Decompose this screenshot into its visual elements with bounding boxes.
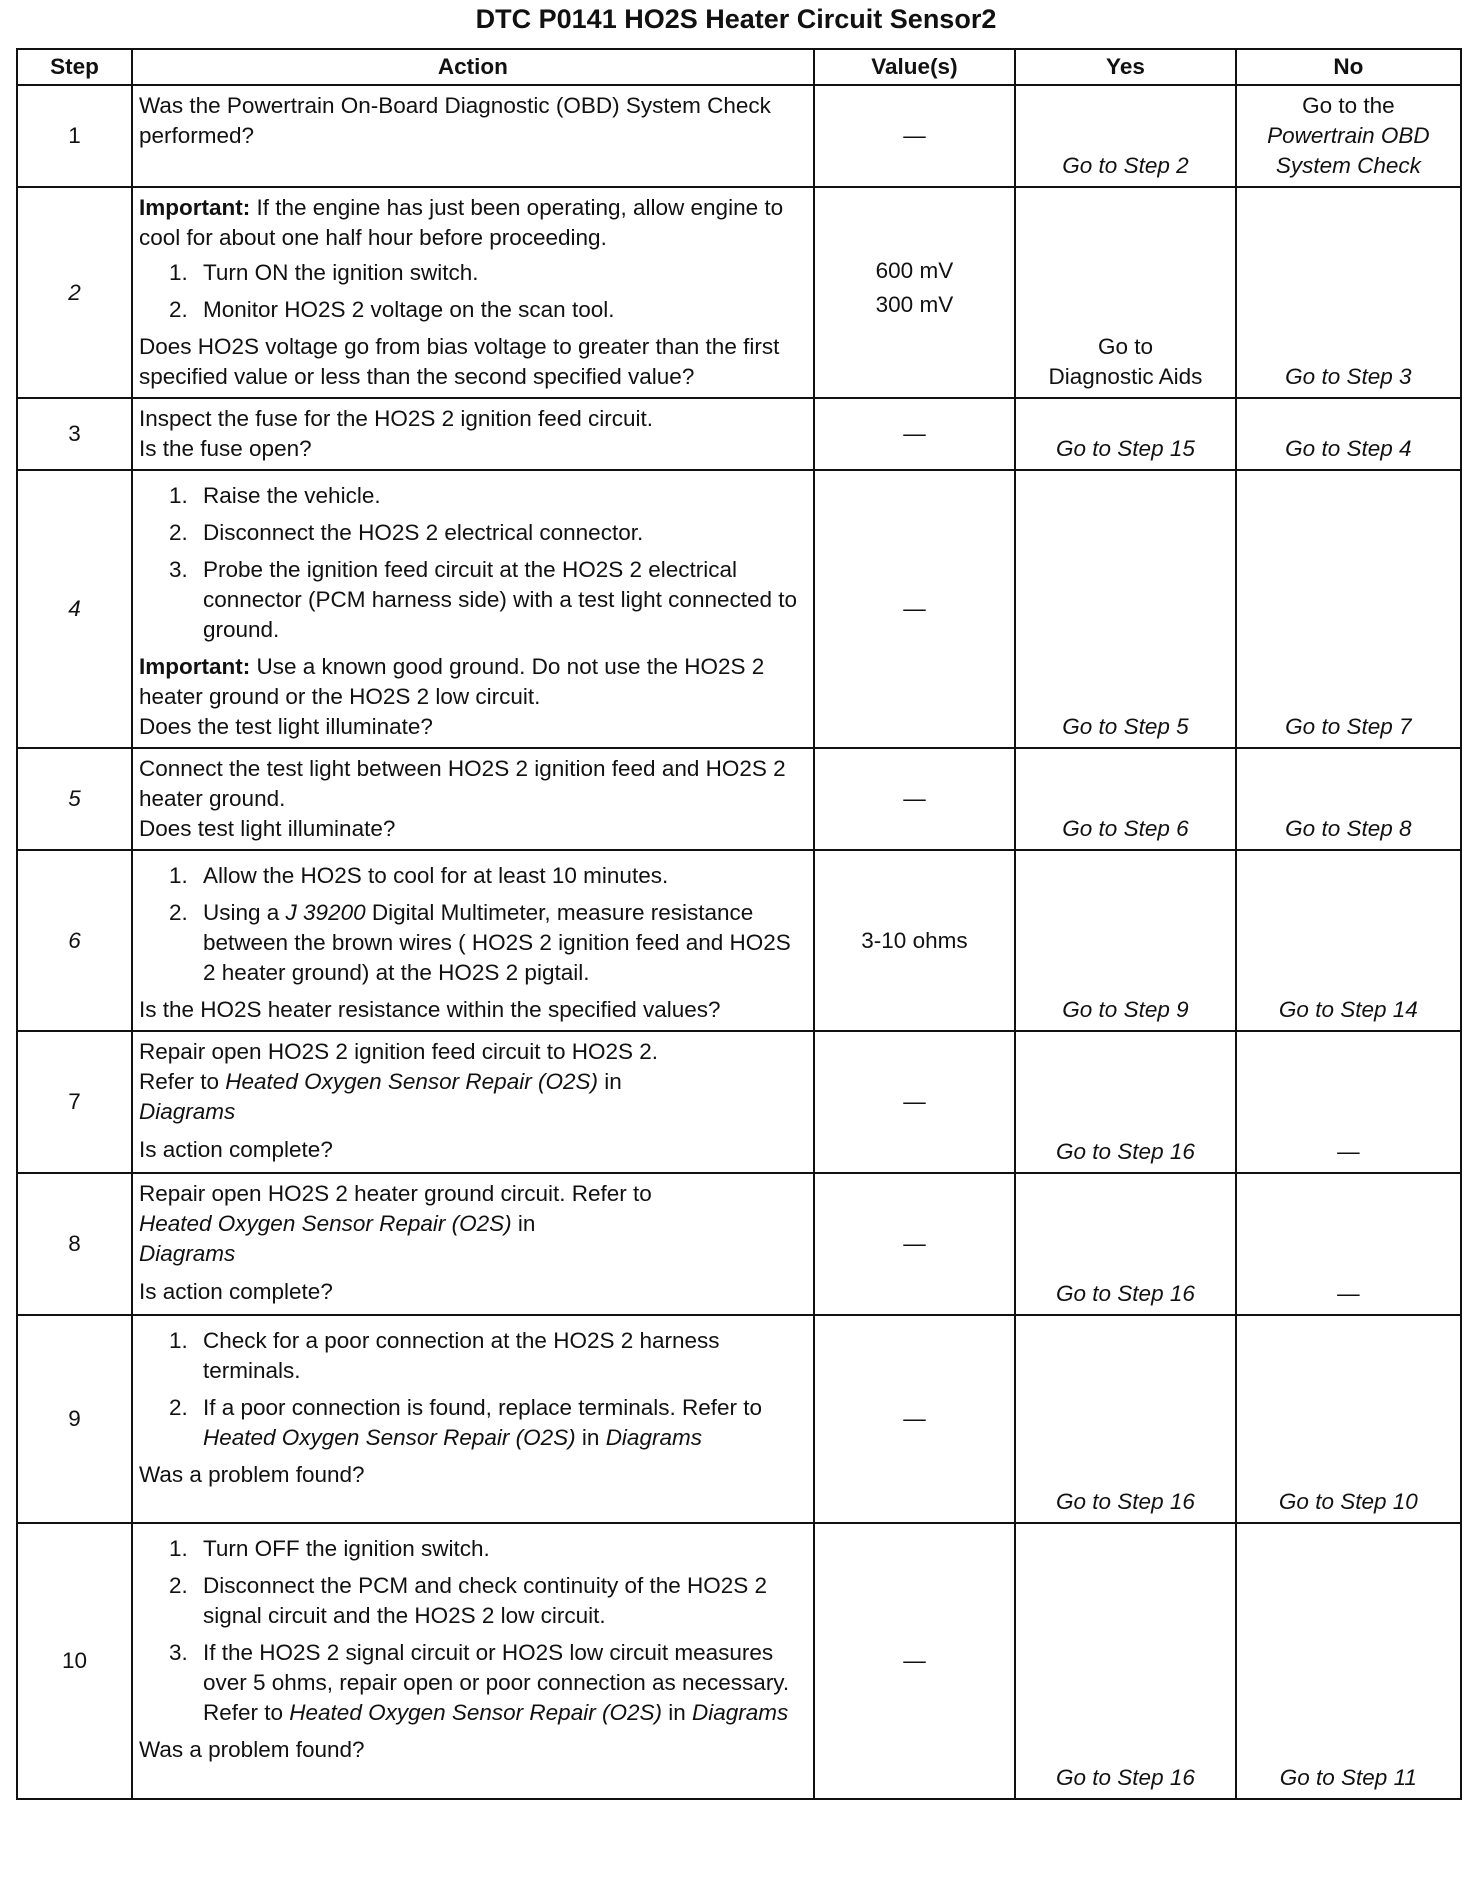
step-list [139,1326,807,1453]
item-text: Disconnect the HO2S 2 electrical connector. [202,520,644,545]
action-text-part: Refer to [138,1069,226,1094]
step-number: 6 [17,850,132,1031]
list-item [139,555,807,645]
table-row [17,850,1461,1031]
value-line: 600 mV [875,258,954,283]
step-list [139,861,807,988]
item-number: 2. [168,1573,188,1598]
header-yes: Yes [1015,49,1236,85]
step-number: 9 [17,1315,132,1523]
item-number: 3. [168,1640,188,1665]
yes-cell: Go to Step 6 [1015,748,1236,850]
value-cell: — [814,470,1016,748]
action-question: Is the HO2S heater resistance within the specified values? [138,997,721,1022]
action-question: Was a problem found? [138,1737,365,1762]
table-row [17,748,1461,850]
step-number: 10 [17,1523,132,1799]
step-number: 7 [17,1031,132,1173]
item-number: 2. [168,900,188,925]
action-cell [132,1173,814,1315]
action-text [139,1209,807,1239]
step-number: 1 [17,85,132,187]
important-label: Important: [138,654,251,679]
tool-reference: J 39200 [285,900,366,925]
table-row [17,1315,1461,1523]
list-item [139,518,807,548]
yes-line: Go to [1097,334,1153,359]
no-cell: Go to Step 10 [1236,1315,1461,1523]
manual-reference: Diagrams [691,1700,789,1725]
step-list [139,258,807,325]
item-text: If the HO2S 2 signal circuit or HO2S low circuit measures over 5 ohms, repair open or poor connection as necessary. Refer to [202,1640,790,1725]
item-number: 1. [168,483,188,508]
table-header-row [17,49,1461,85]
no-cell: Go to Step 3 [1236,187,1461,398]
yes-cell: Go to Step 9 [1015,850,1236,1031]
important-note [139,193,807,253]
header-no: No [1236,49,1461,85]
action-text: Inspect the fuse for the HO2S 2 ignition feed circuit. [138,406,654,431]
item-text: Disconnect the PCM and check continuity of the HO2S 2 signal circuit and the HO2S 2 low circuit. [202,1573,768,1628]
yes-line: Diagnostic Aids [1048,364,1203,389]
item-text: Using a [202,900,286,925]
yes-cell: Go to Step 15 [1015,398,1236,470]
step-number: 5 [17,748,132,850]
list-item [139,1534,807,1564]
table-row [17,1173,1461,1315]
item-text: in [575,1425,606,1450]
step-number: 3 [17,398,132,470]
item-text: Digital Multimeter, measure resistance between the brown wires ( HO2S 2 ignition feed and HO2S 2 heater ground) at the HO2S 2 pigtail. [202,900,791,985]
list-item [139,481,807,511]
table-row [17,470,1461,748]
action-question: Was a problem found? [138,1462,365,1487]
value-line: 300 mV [875,292,954,317]
value-cell: — [814,1031,1016,1173]
important-text: Use a known good ground. Do not use the HO2S 2 heater ground or the HO2S 2 low circuit. [138,654,765,709]
yes-cell [1015,187,1236,398]
yes-cell: Go to Step 5 [1015,470,1236,748]
list-item [139,258,807,288]
action-question: Is action complete? [138,1137,333,1162]
yes-cell: Go to Step 16 [1015,1031,1236,1173]
action-question: Does HO2S voltage go from bias voltage to greater than the first specified value or less than the second specified value? [138,334,780,389]
manual-reference: Heated Oxygen Sensor Repair (O2S) [138,1211,512,1236]
item-number: 3. [168,557,188,582]
yes-cell: Go to Step 16 [1015,1173,1236,1315]
table-row [17,85,1461,187]
action-text: Repair open HO2S 2 heater ground circuit. Refer to [138,1181,652,1206]
action-cell [132,470,814,748]
no-cell: Go to Step 4 [1236,398,1461,470]
item-text: Allow the HO2S to cool for at least 10 minutes. [202,863,669,888]
item-text: Turn OFF the ignition switch. [202,1536,490,1561]
action-cell [132,748,814,850]
action-question: Was the Powertrain On-Board Diagnostic (OBD) System Check performed? [138,93,771,148]
table-row [17,1031,1461,1173]
item-text: Check for a poor connection at the HO2S 2 harness terminals. [202,1328,720,1383]
action-cell [132,1031,814,1173]
table-row [17,398,1461,470]
item-number: 2. [168,297,188,322]
item-number: 2. [168,1395,188,1420]
item-text: in [661,1700,692,1725]
manual-reference: Diagrams [138,1241,236,1266]
step-number: 2 [17,187,132,398]
no-cell: — [1236,1031,1461,1173]
item-number: 1. [168,260,188,285]
action-cell [132,187,814,398]
value-cell: — [814,1315,1016,1523]
action-text [139,1067,807,1097]
value-cell [814,187,1016,398]
manual-reference: Heated Oxygen Sensor Repair (O2S) [225,1069,598,1094]
manual-reference: Diagrams [605,1425,702,1450]
action-text-part: in [597,1069,622,1094]
important-note [139,652,807,712]
action-cell [132,1523,814,1799]
manual-reference: Heated Oxygen Sensor Repair (O2S) [289,1700,662,1725]
action-text: Connect the test light between HO2S 2 ignition feed and HO2S 2 heater ground. [138,756,786,811]
list-item [139,1571,807,1631]
yes-cell: Go to Step 16 [1015,1523,1236,1799]
no-line: Powertrain OBD [1267,123,1430,148]
action-cell [132,398,814,470]
action-question: Does test light illuminate? [138,816,396,841]
item-number: 1. [168,863,188,888]
action-cell [132,850,814,1031]
item-text: If a poor connection is found, replace terminals. Refer to [202,1395,763,1420]
item-number: 1. [168,1536,188,1561]
item-text: Probe the ignition feed circuit at the HO2S 2 electrical connector (PCM harness side) with a test light connected to ground. [202,557,798,642]
value-cell: 3-10 ohms [814,850,1016,1031]
header-action: Action [132,49,814,85]
no-line: Go to the [1302,93,1395,118]
manual-reference: Diagrams [138,1099,236,1124]
manual-reference: Heated Oxygen Sensor Repair (O2S) [202,1425,576,1450]
no-line: System Check [1275,153,1421,178]
value-cell: — [814,85,1016,187]
step-list [139,481,807,645]
list-item [139,861,807,891]
value-cell: — [814,398,1016,470]
no-cell: Go to Step 7 [1236,470,1461,748]
step-list [139,1534,807,1728]
important-text: If the engine has just been operating, allow engine to cool for about one half hour before proceeding. [138,195,784,250]
action-text-part: in [511,1211,536,1236]
header-values: Value(s) [814,49,1016,85]
diagnostic-table [16,48,1462,1800]
item-number: 2. [168,520,188,545]
table-row [17,1523,1461,1799]
value-cell: — [814,1523,1016,1799]
action-cell [132,1315,814,1523]
item-text: Raise the vehicle. [202,483,381,508]
step-number: 8 [17,1173,132,1315]
header-step: Step [17,49,132,85]
action-question: Is the fuse open? [138,436,312,461]
no-cell: — [1236,1173,1461,1315]
item-text: Turn ON the ignition switch. [202,260,479,285]
step-number: 4 [17,470,132,748]
no-cell: Go to Step 8 [1236,748,1461,850]
list-item [139,1326,807,1386]
table-row [17,187,1461,398]
important-label: Important: [138,195,251,220]
yes-cell: Go to Step 16 [1015,1315,1236,1523]
list-item [139,295,807,325]
value-cell: — [814,1173,1016,1315]
item-number: 1. [168,1328,188,1353]
no-cell: Go to Step 14 [1236,850,1461,1031]
action-question: Does the test light illuminate? [138,714,433,739]
value-cell: — [814,748,1016,850]
list-item [139,1638,807,1728]
list-item [139,1393,807,1453]
yes-cell: Go to Step 2 [1015,85,1236,187]
page-title: DTC P0141 HO2S Heater Circuit Sensor2 [475,4,997,34]
action-question: Is action complete? [138,1279,333,1304]
action-cell [132,85,814,187]
item-text: Monitor HO2S 2 voltage on the scan tool. [202,297,615,322]
no-cell: Go to Step 11 [1236,1523,1461,1799]
list-item [139,898,807,988]
no-cell [1236,85,1461,187]
action-text: Repair open HO2S 2 ignition feed circuit to HO2S 2. [138,1039,659,1064]
